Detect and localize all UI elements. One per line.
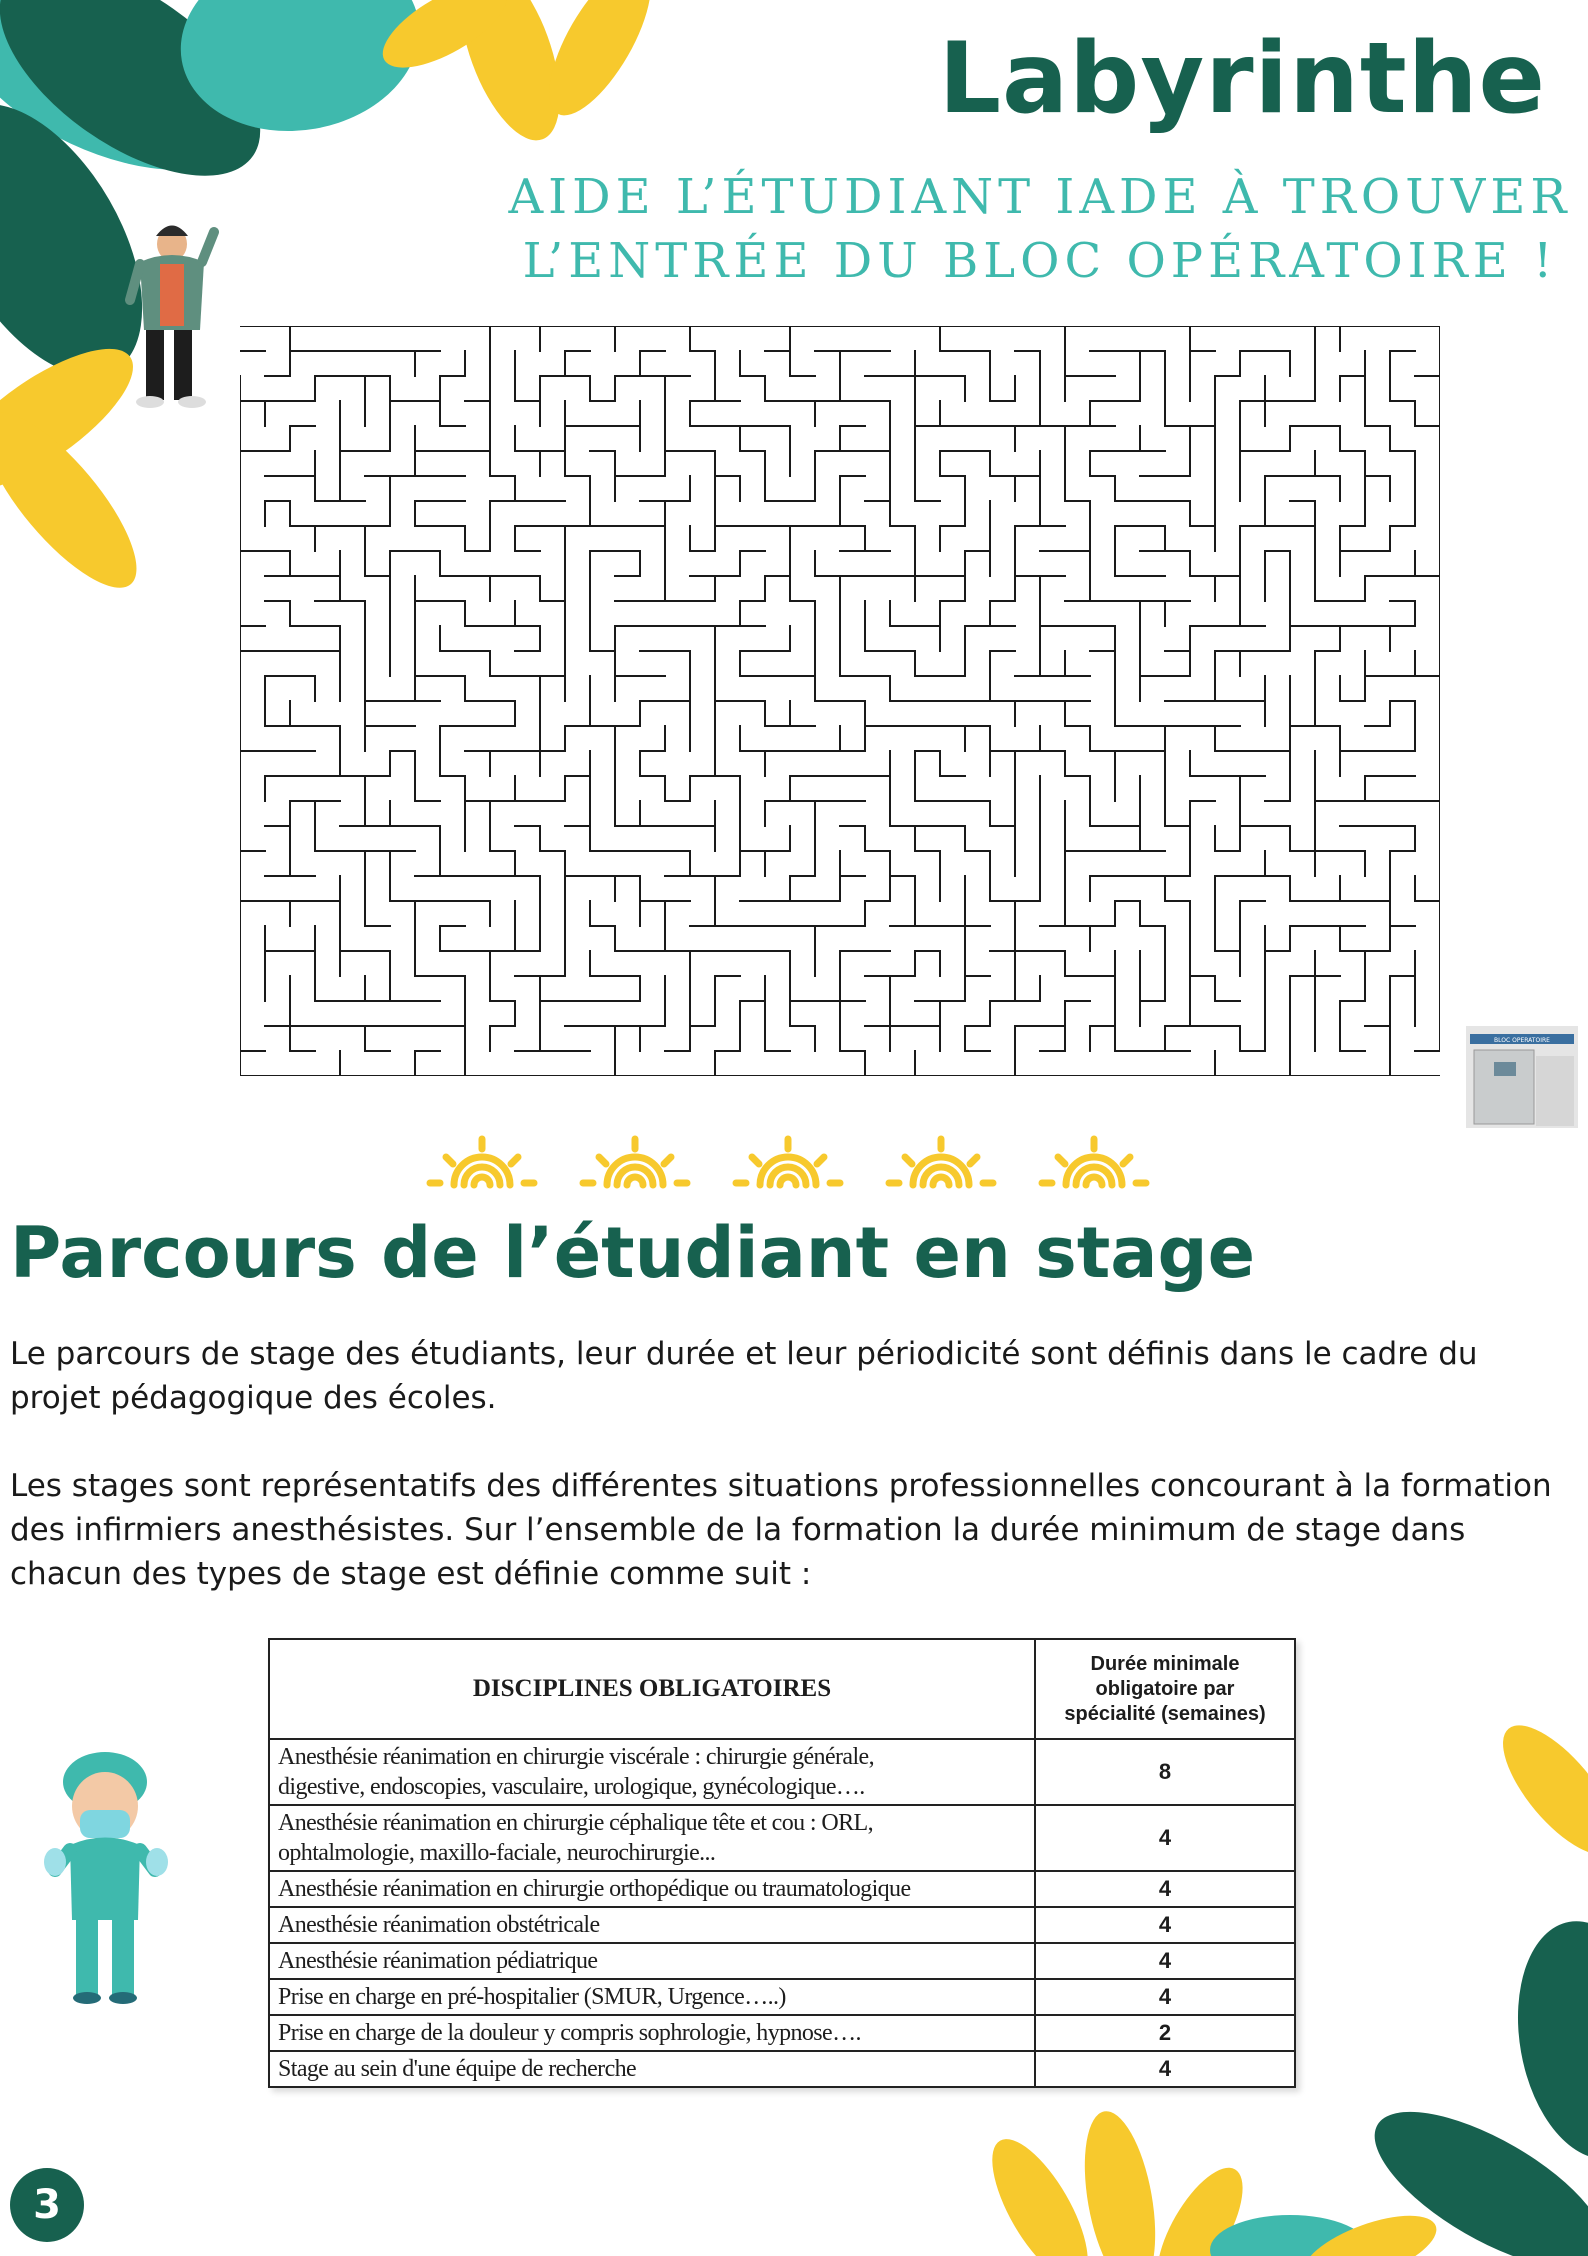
header-duration (1035, 1639, 1295, 1739)
weeks-cell: 4 (1035, 1979, 1295, 2015)
weeks-cell: 8 (1035, 1739, 1295, 1805)
table-row (269, 1943, 1295, 1979)
page-title: Labyrinthe (938, 22, 1546, 136)
maze-instruction-line1: AIDE L’ÉTUDIANT IADE À TROUVER (508, 169, 1572, 225)
right-leaves (1484, 1708, 1588, 2170)
stage-duration-table (268, 1638, 1296, 2088)
discipline-cell (269, 1739, 1035, 1805)
section-heading: Parcours de l’étudiant en stage (10, 1212, 1256, 1294)
discipline-cell (269, 1805, 1035, 1871)
discipline-line: Anesthésie réanimation en chirurgie céphalique tête et cou : ORL, (278, 1810, 873, 1836)
discipline-cell: Stage au sein d'une équipe de recherche (269, 2051, 1035, 2087)
paragraph-details: Les stages sont représentatifs des différentes situations professionnelles concourant à la formation des infirmiers anesthésistes. Sur l’ensemble de la formation la durée minimum de stage dans chacun des types de stage est définie comme suit : (10, 1468, 1552, 1592)
discipline-line: Anesthésie réanimation en chirurgie viscérale : chirurgie générale, (278, 1744, 874, 1770)
header-disciplines: DISCIPLINES OBLIGATOIRES (269, 1639, 1035, 1739)
weeks-cell: 4 (1035, 1805, 1295, 1871)
bottom-right-leaves (974, 2082, 1588, 2256)
paragraph-intro: Le parcours de stage des étudiants, leur durée et leur périodicité sont définis dans le cadre du projet pédagogique des écoles. (10, 1336, 1478, 1416)
operating-room-door (1466, 1026, 1578, 1128)
maze-walls (240, 326, 1440, 1076)
table-row (269, 1871, 1295, 1907)
discipline-cell: Prise en charge en pré-hospitalier (SMUR, Urgence…..) (269, 1979, 1035, 2015)
weeks-cell: 4 (1035, 2051, 1295, 2087)
table-row (269, 1805, 1295, 1871)
sun-motifs (430, 1139, 1146, 1185)
discipline-cell: Anesthésie réanimation obstétricale (269, 1907, 1035, 1943)
discipline-line: digestive, endoscopies, vasculaire, urologique, gynécologique…. (278, 1774, 865, 1800)
weeks-cell: 4 (1035, 1943, 1295, 1979)
discipline-cell: Anesthésie réanimation en chirurgie orthopédique ou traumatologique (269, 1871, 1035, 1907)
door-sign: BLOC OPERATOIRE (1494, 1037, 1550, 1044)
header-duration-line2: obligatoire par (1095, 1677, 1235, 1700)
page-number: 3 (10, 2168, 84, 2242)
discipline-line: ophtalmologie, maxillo-faciale, neurochirurgie... (278, 1840, 716, 1866)
header-duration-line1: Durée minimale (1090, 1652, 1240, 1675)
maze-instruction-line2: L’ENTRÉE DU BLOC OPÉRATOIRE ! (522, 233, 1558, 289)
table-row (269, 2015, 1295, 2051)
header-duration-line3: spécialité (semaines) (1064, 1702, 1266, 1725)
maze-instruction (500, 165, 1580, 293)
table-row (269, 2051, 1295, 2087)
weeks-cell: 4 (1035, 1907, 1295, 1943)
table-header-row (269, 1639, 1295, 1739)
table-row (269, 1907, 1295, 1943)
discipline-cell: Anesthésie réanimation pédiatrique (269, 1943, 1035, 1979)
weeks-cell: 2 (1035, 2015, 1295, 2051)
nurse-illustration (44, 1752, 168, 2004)
table-row (269, 1739, 1295, 1805)
weeks-cell: 4 (1035, 1871, 1295, 1907)
discipline-cell: Prise en charge de la douleur y compris sophrologie, hypnose…. (269, 2015, 1035, 2051)
table-row (269, 1979, 1295, 2015)
student-illustration (130, 226, 214, 409)
maze-grid (240, 326, 1440, 1076)
